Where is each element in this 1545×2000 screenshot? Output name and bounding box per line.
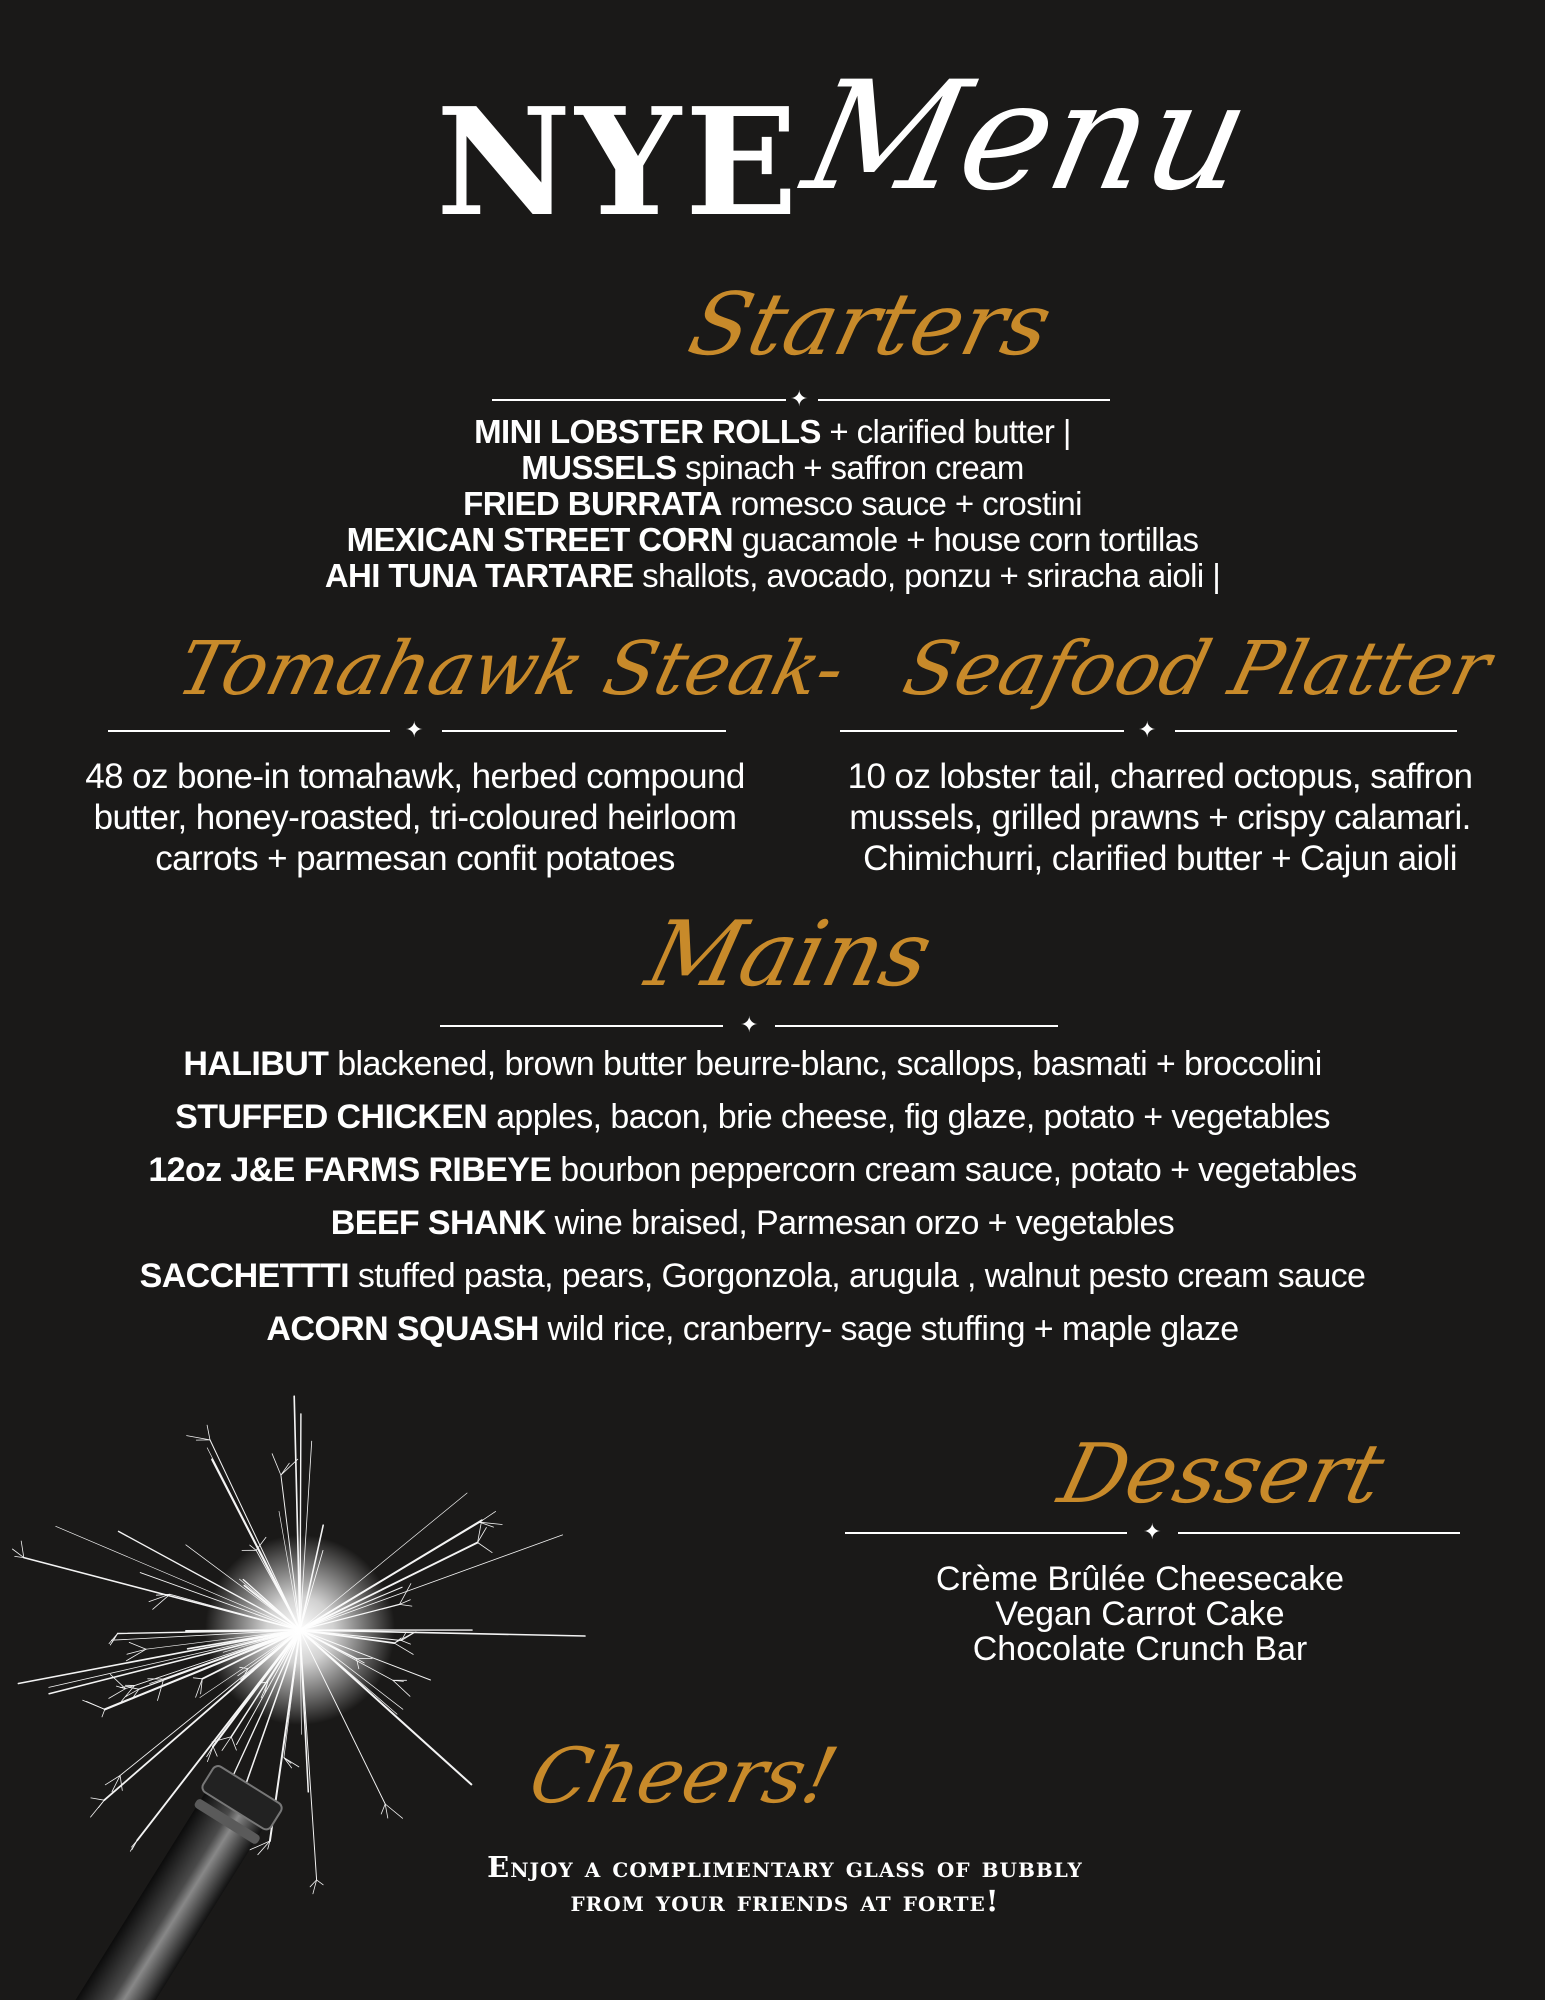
dessert-item: Crème Brûlée Cheesecake [935, 1560, 1345, 1598]
starter-name: AHI TUNA TARTARE [324, 557, 634, 594]
starter-desc: spinach + saffron cream [676, 449, 1024, 486]
starter-name: MINI LOBSTER ROLLS [474, 413, 821, 450]
mains-divider-left [440, 1025, 723, 1027]
starter-desc: romesco sauce + crostini [721, 485, 1082, 522]
starter-item [200, 522, 1345, 558]
title-nye: NYE [436, 75, 802, 249]
dessert-divider-right [1178, 1532, 1460, 1534]
starter-name: FRIED BURRATA [463, 485, 722, 522]
starter-desc: shallots, avocado, ponzu + sriracha aioli | [633, 557, 1221, 594]
tomahawk-description [30, 756, 800, 879]
starter-desc: guacamole + house corn tortillas [733, 521, 1199, 558]
main-item [30, 1038, 1475, 1091]
main-item [30, 1091, 1475, 1144]
tomahawk-line: carrots + parmesan confit potatoes [155, 839, 675, 878]
starter-item [200, 450, 1345, 486]
tomahawk-divider-left [108, 730, 390, 732]
main-name: 12oz J&E FARMS RIBEYE [148, 1151, 552, 1189]
tomahawk-heading: Tomahawk Steak- [169, 626, 854, 712]
cheers-note [360, 1850, 1210, 1918]
starter-name: MUSSELS [521, 449, 677, 486]
sparkle-star-icon: ✦ [405, 717, 424, 742]
dessert-item: Chocolate Crunch Bar [972, 1630, 1308, 1668]
starters-list [200, 414, 1345, 594]
main-desc: bourbon peppercorn cream sauce, potato + vegetables [551, 1151, 1357, 1189]
dessert-heading: Dessert [1050, 1427, 1394, 1522]
starters-divider-left [492, 399, 786, 401]
dessert-divider-left [845, 1532, 1127, 1534]
cheers-line: from your friends at forte! [570, 1884, 1000, 1918]
main-name: HALIBUT [183, 1045, 329, 1083]
main-desc: stuffed pasta, pears, Gorgonzola, arugula , walnut pesto cream sauce [348, 1257, 1366, 1295]
main-item [30, 1197, 1475, 1250]
seafood-line: Chimichurri, clarified butter + Cajun aioli [863, 839, 1457, 878]
main-desc: wine braised, Parmesan orzo + vegetables [545, 1204, 1175, 1242]
starter-item [200, 558, 1345, 594]
main-name: BEEF SHANK [330, 1204, 546, 1242]
seafood-heading: Seafood Platter [895, 626, 1499, 712]
dessert-item: Vegan Carrot Cake [995, 1595, 1285, 1633]
seafood-description [780, 756, 1540, 879]
sparkle-star-icon: ✦ [790, 386, 809, 411]
cheers-line: Enjoy a complimentary glass of bubbly [487, 1850, 1083, 1884]
main-item [30, 1144, 1475, 1197]
sparkle-star-icon: ✦ [1143, 1519, 1162, 1544]
main-name: STUFFED CHICKEN [175, 1098, 488, 1136]
starters-divider-right [818, 399, 1110, 401]
title-menu-script: Menu [791, 50, 1265, 224]
mains-list [30, 1038, 1475, 1356]
starter-item [200, 486, 1345, 522]
main-name: SACCHETTTI [139, 1257, 349, 1295]
main-desc: apples, bacon, brie cheese, fig glaze, potato + vegetables [487, 1098, 1330, 1136]
tomahawk-line: 48 oz bone-in tomahawk, herbed compound [85, 757, 745, 796]
starter-name: MEXICAN STREET CORN [346, 521, 734, 558]
mains-divider-right [775, 1025, 1058, 1027]
starter-desc: + clarified butter | [820, 413, 1071, 450]
main-desc: wild rice, cranberry- sage stuffing + maple glaze [538, 1310, 1239, 1348]
main-name: ACORN SQUASH [266, 1310, 539, 1348]
cheers-heading: Cheers! [521, 1731, 847, 1820]
starter-item [200, 414, 1345, 450]
dessert-list [840, 1562, 1440, 1667]
tomahawk-divider-right [442, 730, 726, 732]
sparkle-star-icon: ✦ [1138, 717, 1157, 742]
seafood-divider-right [1175, 730, 1457, 732]
main-desc: blackened, brown butter beurre-blanc, scallops, basmati + broccolini [328, 1045, 1322, 1083]
starters-heading: Starters [679, 275, 1062, 375]
tomahawk-line: butter, honey-roasted, tri-coloured heirloom [93, 798, 737, 837]
mains-heading: Mains [637, 902, 942, 1007]
sparkle-star-icon: ✦ [740, 1012, 759, 1037]
seafood-line: 10 oz lobster tail, charred octopus, saffron [847, 757, 1473, 796]
seafood-divider-left [840, 730, 1124, 732]
seafood-line: mussels, grilled prawns + crispy calamari. [849, 798, 1471, 837]
main-item [30, 1250, 1475, 1303]
